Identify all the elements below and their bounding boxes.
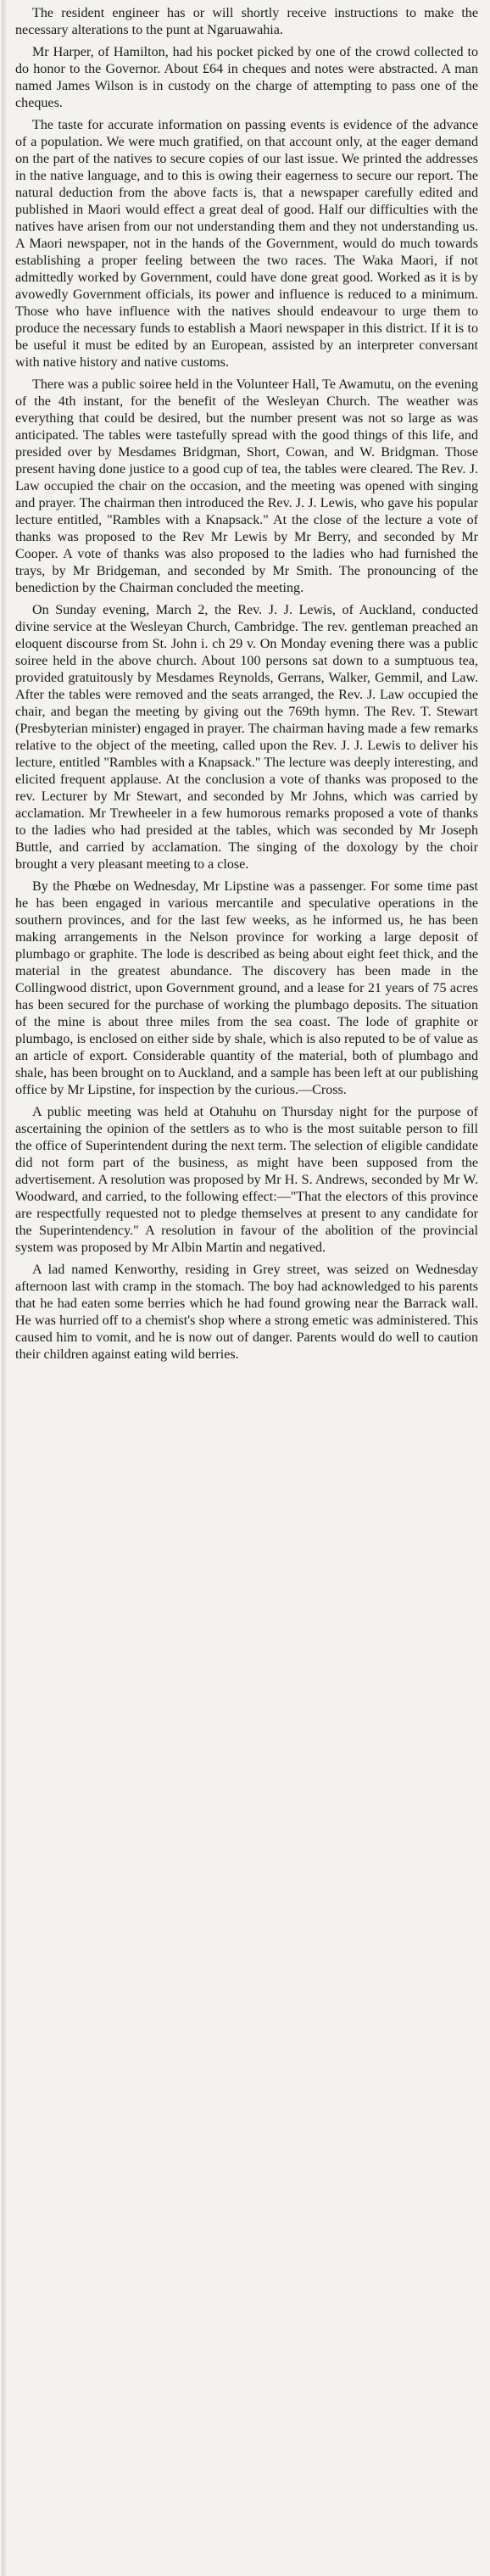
paragraph-berry-poisoning: A lad named Kenworthy, residing in Grey street, was seized on Wednesday afternoon last with cramp in the stomach. The boy had acknowledged to his parents that he had eaten some berries which he had found growing near the Barrack wall. He was hurried off to a chemist's shop where a strong emetic was administered. This caused him to vomit, and he is now out of danger. Parents would do well to caution their children against eating wild berries. — [15, 1263, 478, 1362]
paragraph-te-awamutu-soiree: There was a public soiree held in the Volunteer Hall, Te Awamutu, on the evening of the 4th instant, for the benefit of the Wesleyan Church. The weather was everything that could be desired, but the number present was not so large as was anticipated. The tables were tastefully spread with the good things of this life, and presided over by Mesdames Bridgman, Short, Cowan, and W. Bridgman. Those present having done justice to a good cup of tea, the tables were cleared. The Rev. J. Law occupied the chair on the occasion, and the meeting was opened with singing and prayer. The chairman then introduced the Rev. J. J. Lewis, who gave his popular lecture entitled, "Rambles with a Knapsack." At the close of the lecture a vote of thanks was proposed to the Rev Mr Lewis by Mr Berry, and seconded by Mr Cooper. A vote of thanks was also proposed to the ladies who had furnished the trays, by Mr Bridgeman, and seconded by Mr Smith. The pronouncing of the benediction by the Chairman concluded the meeting. — [15, 377, 478, 595]
paragraph-otahuhu-meeting: A public meeting was held at Otahuhu on Thursday night for the purpose of ascertaining the opinion of the settlers as to who is the most suitable person to fill the office of Superintendent during the next term. The selection of eligible candidate did not form part of the business, as might have been supposed from the advertisement. A resolution was proposed by Mr H. S. Andrews, seconded by Mr W. Woodward, and carried, to the following effect:—"That the electors of this province are respectfully requested not to pledge themselves at present to any candidate for the Superintendency." A resolution in favour of the abolition of the provincial system was proposed by Mr Albin Martin and negatived. — [15, 1105, 478, 1255]
paragraph-maori-newspaper: The taste for accurate information on passing events is evidence of the advance of a population. We were much gratified, on that account only, at the eager demand on the part of the natives to secure copies of our last issue. We printed the addresses in the native language, and to this is owing their eagerness to secure our report. The natural deduction from the above facts is, that a newspaper carefully edited and published in Maori would effect a great deal of good. Half our difficulties with the natives have arisen from our not understanding them and they not understanding us. A Maori newspaper, not in the hands of the Government, would do much towards establishing a proper feeling between the two races. The Waka Maori, if not admittedly worked by Government, could have done great good. Worked as it is by avowedly Government officials, its power and influence is reduced to a minimum. Those who have influence with the natives should endeavour to urge them to produce the necessary funds to establish a Maori newspaper in this district. If it is to be useful it must be edited by an European, assisted by an interpreter conversant with native history and native customs. — [15, 118, 478, 370]
paragraph-plumbago-deposit: By the Phœbe on Wednesday, Mr Lipstine was a passenger. For some time past he has been engaged in various mercantile and speculative operations in the southern provinces, and for the last few weeks, as he informed us, he has been making arrangements in the Nelson province for working a large deposit of plumbago or graphite. The lode is described as being about eight feet thick, and the material in the greatest abundance. The discovery has been made in the Collingwood district, upon Government ground, and a lease for 21 years of 75 acres has been secured for the purchase of working the plumbago deposits. The situation of the mine is about three miles from the sea coast. The lode of graphite or plumbago, is enclosed on either side by shale, which is also reputed to be of value as an article of export. Considerable quantity of the material, both of plumbago and shale, has been brought on to Auckland, and a sample has been left at our publishing office by Mr Lipstine, for inspection by the curious.—Cross. — [15, 879, 478, 1097]
paragraph-punt-alterations: The resident engineer has or will shortly receive instructions to make the necessary alterations to the punt at Ngaruawahia. — [15, 6, 478, 37]
paragraph-pickpocket: Mr Harper, of Hamilton, had his pocket picked by one of the crowd collected to do honor to the Governor. About £64 in cheques and notes were abstracted. A man named James Wilson is in custody on the charge of attempting to pass one of the cheques. — [15, 45, 478, 110]
paragraph-cambridge-service: On Sunday evening, March 2, the Rev. J. J. Lewis, of Auckland, conducted divine service at the Wesleyan Church, Cambridge. The rev. gentleman preached an eloquent discourse from St. John i. ch 29 v. On Monday evening there was a public soiree held in the above church. About 100 persons sat down to a sumptuous tea, provided gratuitously by Mesdames Reynolds, Gerrans, Walker, Gemmil, and Law. After the tables were removed and the seats arranged, the Rev. J. Law occupied the chair, and began the meeting by giving out the 769th hymn. The Rev. T. Stewart (Presbyterian minister) engaged in prayer. The chairman having made a few remarks relative to the object of the meeting, called upon the Rev. J. J. Lewis to deliver his lecture, entitled "Rambles with a Knapsack." The lecture was deeply interesting, and elicited frequent applause. At the conclusion a vote of thanks was proposed to the rev. Lecturer by Mr Stewart, and seconded by Mr Johns, which was carried by acclamation. Mr Trewheeler in a few humorous remarks proposed a vote of thanks to the ladies who had presided at the tables, which was seconded by Mr Joseph Buttle, and carried by acclamation. The singing of the doxology by the choir brought a very pleasant meeting to a close. — [15, 603, 478, 872]
